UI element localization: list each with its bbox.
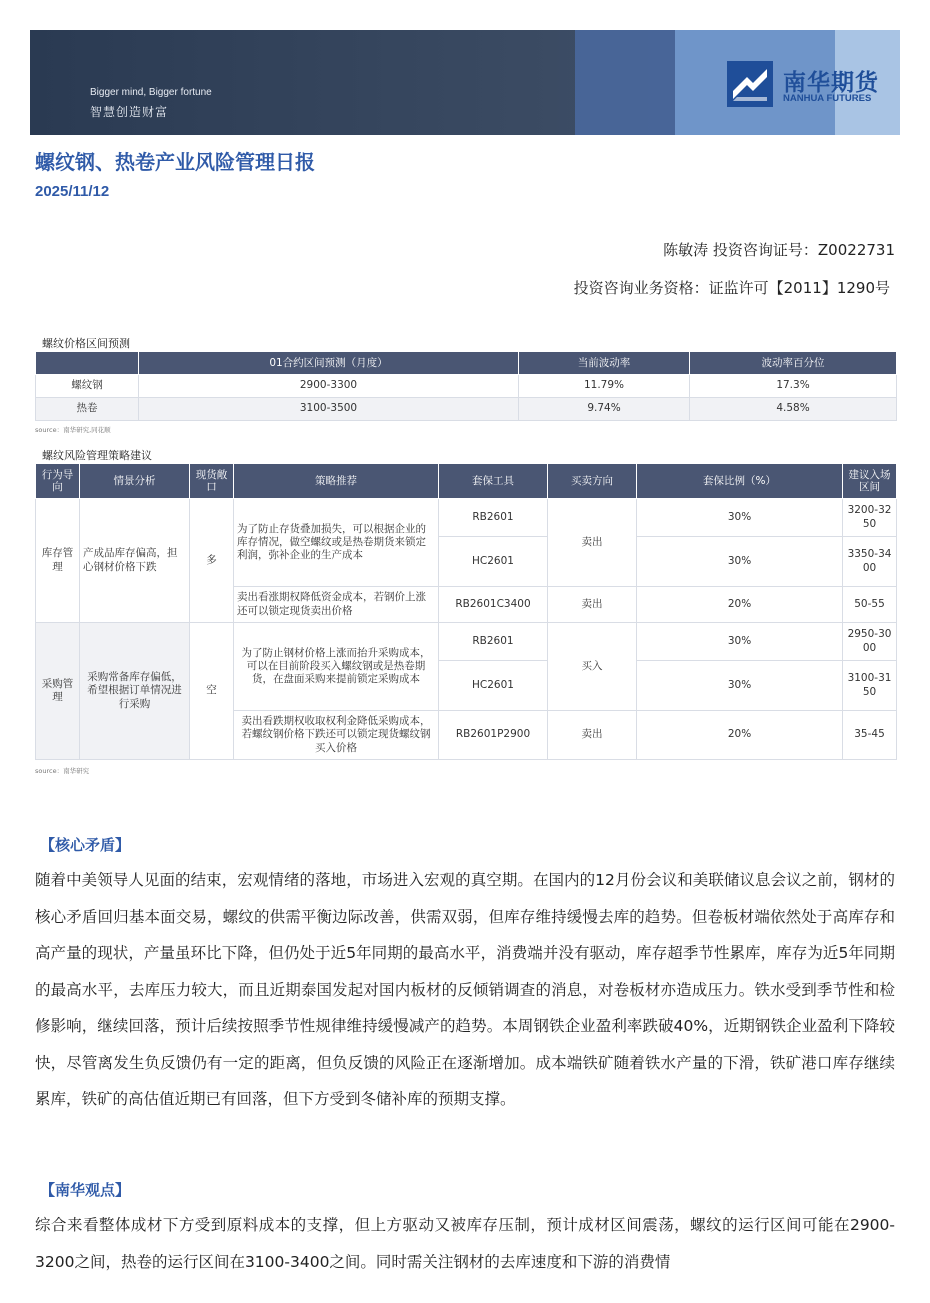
- core-heading: 【核心矛盾】: [40, 836, 131, 854]
- direction-cell: 卖出: [548, 587, 637, 623]
- ratio-cell: 30%: [637, 537, 843, 587]
- logo-text-en: NANHUA FUTURES: [783, 93, 872, 104]
- range-cell: 2950-3000: [843, 623, 897, 661]
- table-cell: 11.79%: [519, 375, 690, 398]
- table-cell: 3100-3500: [139, 398, 519, 421]
- table-header: 建议入场区间: [843, 464, 897, 499]
- range-cell: 3100-3150: [843, 661, 897, 711]
- behavior-cell: 采购管理: [36, 623, 80, 760]
- table-cell: 4.58%: [690, 398, 897, 421]
- strategy-cell: 为了防止钢材价格上涨而抬升采购成本，可以在目前阶段买入螺纹钢或是热卷期货，在盘面采购来提前锁定采购成本: [234, 623, 439, 711]
- tool-cell: RB2601: [439, 499, 548, 537]
- range-cell: 35-45: [843, 711, 897, 760]
- table-cell: 17.3%: [690, 375, 897, 398]
- core-paragraph: 随着中美领导人见面的结束，宏观情绪的落地，市场进入宏观的真空期。在国内的12月份会议和美联储议息会议之前，钢材的核心矛盾回归基本面交易，螺纹的供需平衡边际改善，供需双弱，但库存维持缓慢去库的趋势。但卷板材端依然处于高库存和高产量的现状，产量虽环比下降，但仍处于近5年同期的最高水平，消费端并没有驱动，库存超季节性累库，库存为近5年同期的最高水平，去库压力较大，而且近期泰国发起对国内板材的反倾销调查的消息，对卷板材亦造成压力。铁水受到季节性和检修影响，继续回落，预计后续按照季节性规律维持缓慢减产的趋势。本周钢铁企业盈利率跌破40%，近期钢铁企业盈利下降较快，尽管离发生负反馈仍有一定的距离，但负反馈的风险正在逐渐增加。成本端铁矿随着铁水产量的下滑，铁矿港口库存继续累库，铁矿的高估值近期已有回落，但下方受到冬储补库的预期支撑。: [35, 871, 895, 1108]
- view-paragraph: 综合来看整体成材下方受到原料成本的支撑，但上方驱动又被库存压制，预计成材区间震荡，螺纹的运行区间可能在2900-3200之间，热卷的运行区间在3100-3400之间。同时需关注钢材的去库速度和下游的消费情: [35, 1216, 895, 1271]
- range-cell: 50-55: [843, 587, 897, 623]
- table-header: [36, 352, 139, 375]
- direction-cell: 买入: [548, 623, 637, 711]
- ratio-cell: 30%: [637, 623, 843, 661]
- table-cell: 9.74%: [519, 398, 690, 421]
- price-forecast-title: 螺纹价格区间预测: [42, 337, 130, 350]
- table-header: 01合约区间预测（月度）: [139, 352, 519, 375]
- ratio-cell: 20%: [637, 587, 843, 623]
- table-header: 买卖方向: [548, 464, 637, 499]
- source-note: source：南华研究,同花顺: [35, 426, 111, 434]
- table-header: 行为导向: [36, 464, 80, 499]
- table-header: 情景分析: [80, 464, 190, 499]
- table-header: 现货敞口: [190, 464, 234, 499]
- tool-cell: RB2601C3400: [439, 587, 548, 623]
- table-header: 当前波动率: [519, 352, 690, 375]
- strategy-title: 螺纹风险管理策略建议: [42, 449, 152, 462]
- table-cell: 螺纹钢: [36, 375, 139, 398]
- qualification-line: 投资咨询业务资格：证监许可【2011】1290号: [573, 279, 890, 297]
- table-header: 套保工具: [439, 464, 548, 499]
- slogan-en: Bigger mind, Bigger fortune: [90, 87, 212, 98]
- exposure-cell: 多: [190, 499, 234, 623]
- tool-cell: HC2601: [439, 661, 548, 711]
- tool-cell: HC2601: [439, 537, 548, 587]
- source-note: source：南华研究: [35, 767, 90, 775]
- range-cell: 3200-3250: [843, 499, 897, 537]
- strategy-cell: 卖出看跌期权收取权利金降低采购成本，若螺纹钢价格下跌还可以锁定现货螺纹钢买入价格: [234, 711, 439, 760]
- ratio-cell: 30%: [637, 661, 843, 711]
- logo-text-cn: 南华期货: [783, 70, 879, 96]
- header-banner: [30, 30, 900, 135]
- price-forecast-table: [35, 351, 897, 421]
- slogan-cn: 智慧创造财富: [90, 105, 169, 119]
- report-title: 螺纹钢、热卷产业风险管理日报: [35, 150, 315, 174]
- table-header: 套保比例（%）: [637, 464, 843, 499]
- table-header: 策略推荐: [234, 464, 439, 499]
- view-heading: 【南华观点】: [40, 1181, 131, 1199]
- scenario-cell: 产成品库存偏高，担心钢材价格下跌: [80, 499, 190, 623]
- table-cell: 2900-3300: [139, 375, 519, 398]
- table-header: 波动率百分位: [690, 352, 897, 375]
- direction-cell: 卖出: [548, 499, 637, 587]
- range-cell: 3350-3400: [843, 537, 897, 587]
- scenario-cell: 采购常备库存偏低，希望根据订单情况进行采购: [80, 623, 190, 760]
- exposure-cell: 空: [190, 623, 234, 760]
- tool-cell: RB2601: [439, 623, 548, 661]
- behavior-cell: 库存管理: [36, 499, 80, 623]
- strategy-table: [35, 463, 897, 760]
- strategy-cell: 为了防止存货叠加损失，可以根据企业的库存情况，做空螺纹或是热卷期货来锁定利润，弥补企业的生产成本: [234, 499, 439, 587]
- table-cell: 热卷: [36, 398, 139, 421]
- tool-cell: RB2601P2900: [439, 711, 548, 760]
- report-date: 2025/11/12: [35, 183, 110, 200]
- direction-cell: 卖出: [548, 711, 637, 760]
- author-line: 陈敏涛 投资咨询证号：Z0022731: [663, 241, 895, 259]
- banner-stripe: [575, 30, 675, 135]
- strategy-cell: 卖出看涨期权降低资金成本，若钢价上涨还可以锁定现货卖出价格: [234, 587, 439, 623]
- ratio-cell: 20%: [637, 711, 843, 760]
- nanhua-logo-icon: [727, 61, 773, 107]
- ratio-cell: 30%: [637, 499, 843, 537]
